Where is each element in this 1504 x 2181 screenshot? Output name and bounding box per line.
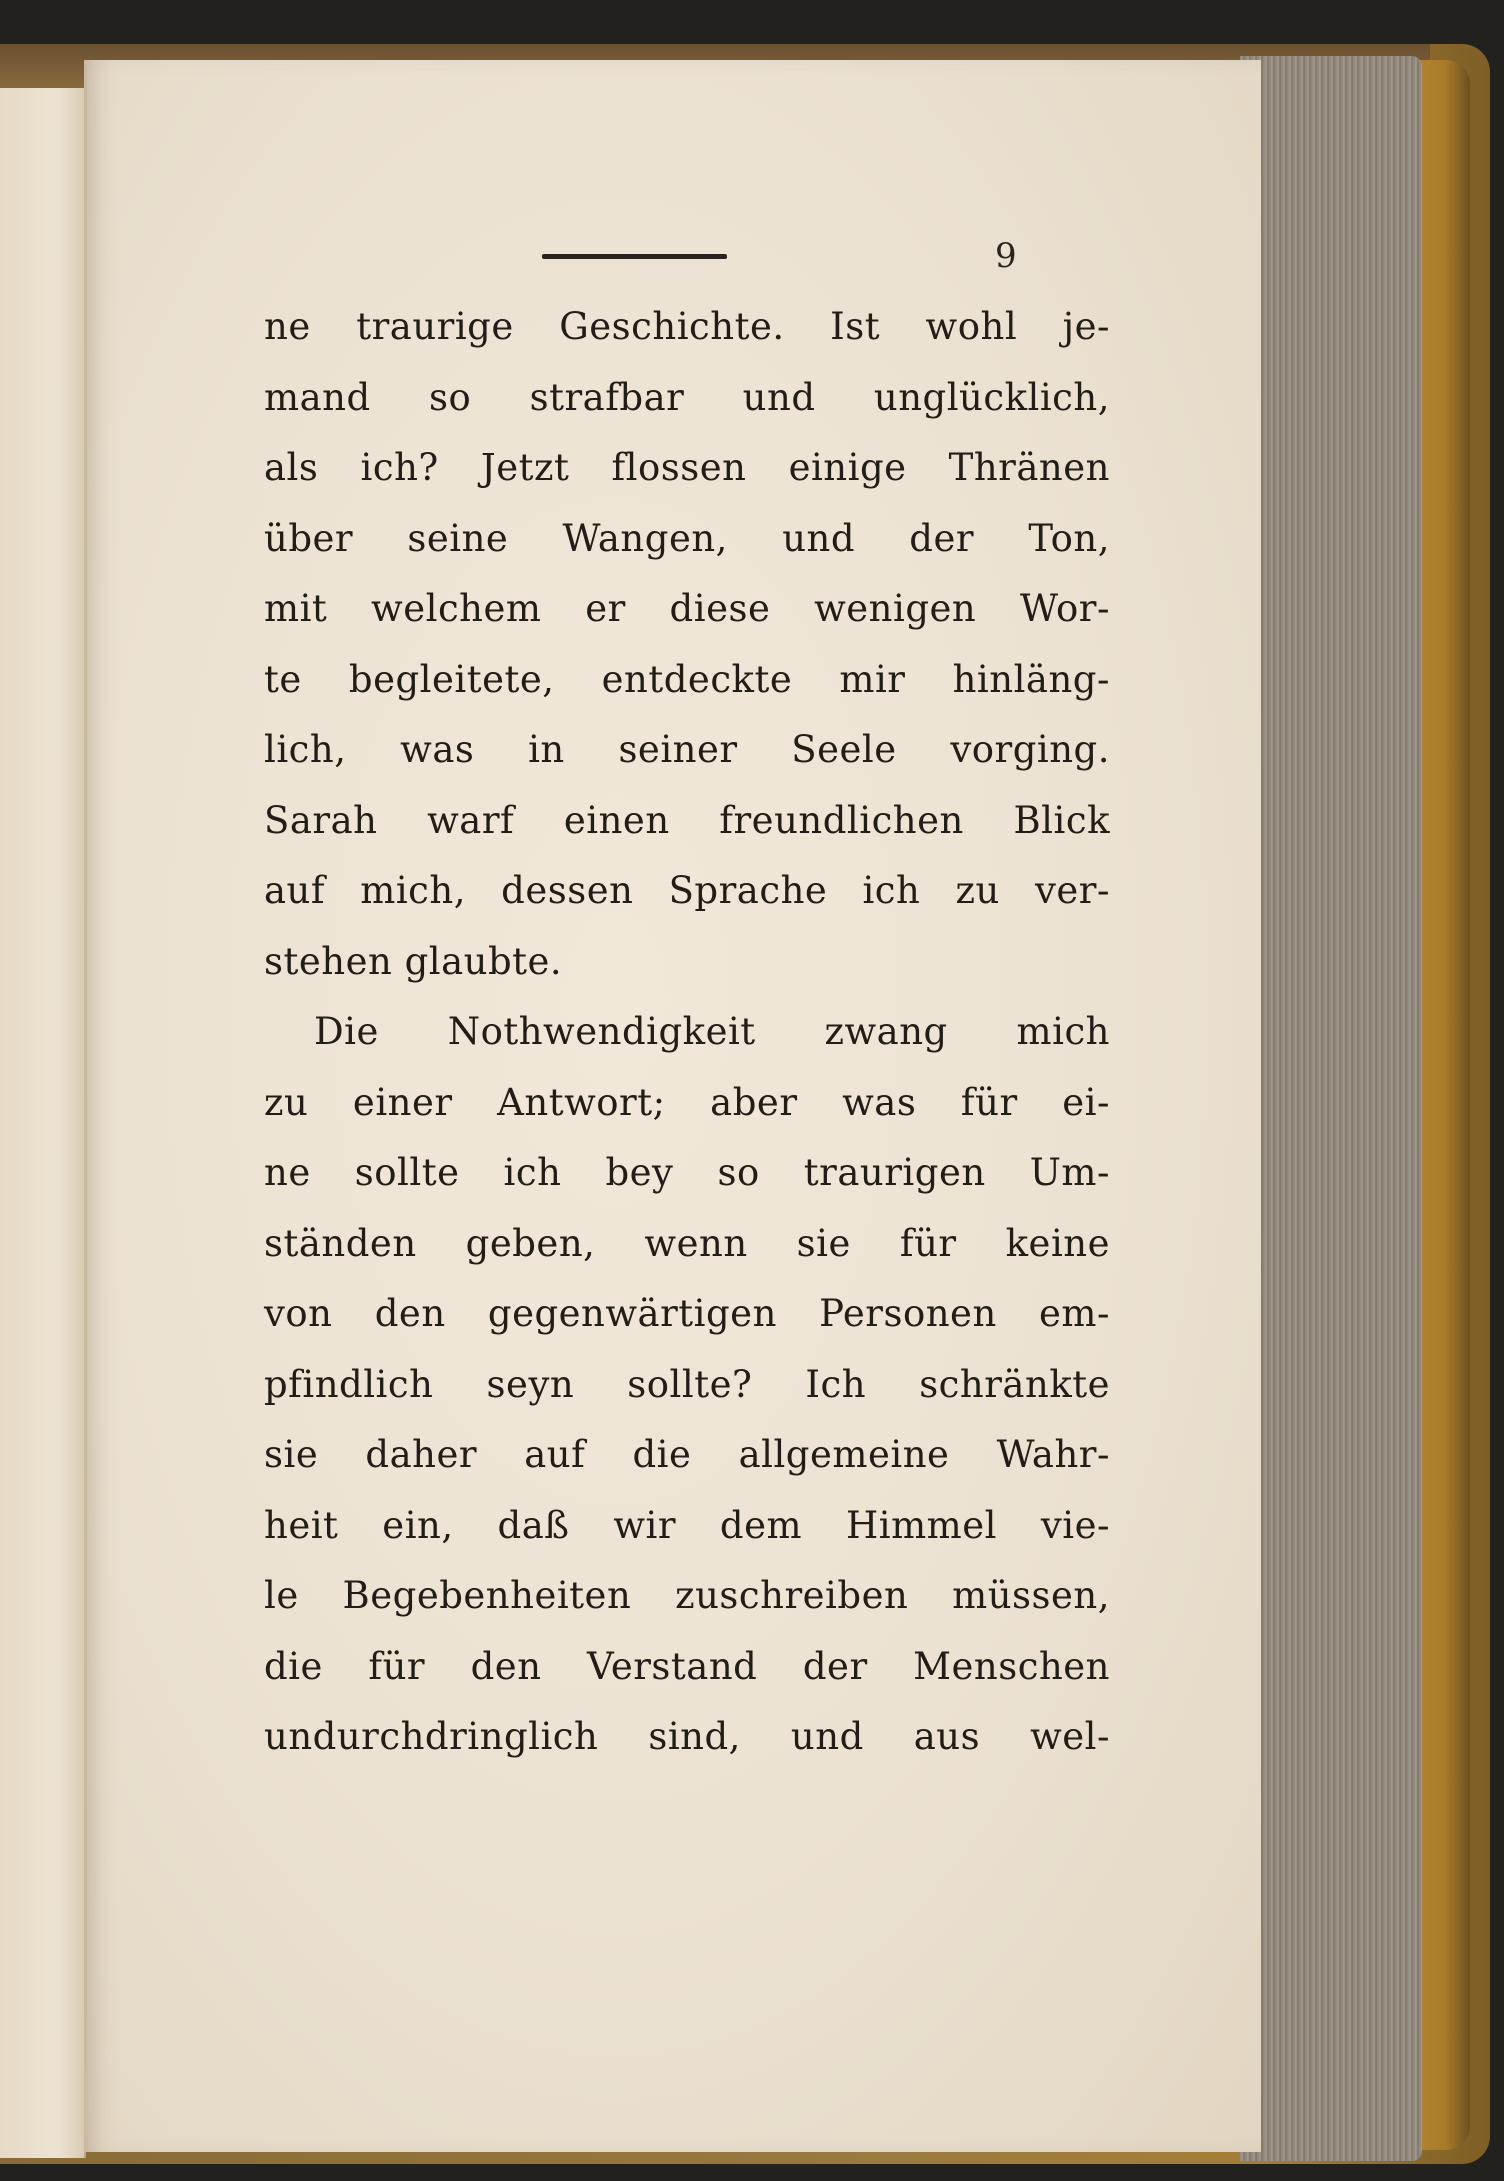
text-line: auf mich, dessen Sprache ich zu ver- [264, 869, 1110, 912]
text-line: ne traurige Geschichte. Ist wohl je- [264, 305, 1110, 348]
left-page [0, 88, 86, 2158]
text-line: die für den Verstand der Menschen [264, 1644, 1110, 1688]
text-line: ständen geben, wenn sie für keine [264, 1221, 1110, 1265]
text-line: stehen glaubte. [264, 939, 563, 983]
text-line: als ich? Jetzt flossen einige Thränen [264, 446, 1110, 489]
text-line: le Begebenheiten zuschreiben müssen, [264, 1574, 1110, 1617]
text-line: zu einer Antwort; aber was für ei- [264, 1080, 1110, 1124]
header-rule [542, 254, 727, 259]
page-fore-edge [1240, 56, 1422, 2161]
page-text [264, 292, 1110, 1773]
right-page [84, 60, 1261, 2152]
page-number: 9 [995, 236, 1017, 276]
text-line: sie daher auf die allgemeine Wahr- [264, 1433, 1110, 1476]
text-line: mit welchem er diese wenigen Wor- [264, 587, 1110, 630]
text-line: undurchdringlich sind, und aus wel- [264, 1715, 1110, 1758]
text-line: pfindlich seyn sollte? Ich schränkte [264, 1362, 1110, 1406]
text-line: Die Nothwendigkeit zwang mich [314, 1010, 1110, 1053]
text-line: te begleitete, entdeckte mir hinläng- [264, 657, 1110, 701]
text-line: über seine Wangen, und der Ton, [264, 516, 1110, 560]
text-line: heit ein, daß wir dem Himmel vie- [264, 1503, 1110, 1547]
text-line: lich, was in seiner Seele vorging. [264, 728, 1110, 771]
text-line: von den gegenwärtigen Personen em- [264, 1292, 1110, 1335]
text-line: ne sollte ich bey so traurigen Um- [264, 1151, 1110, 1194]
text-line: mand so strafbar und unglücklich, [264, 375, 1110, 419]
text-line: Sarah warf einen freundlichen Blick [264, 798, 1110, 842]
